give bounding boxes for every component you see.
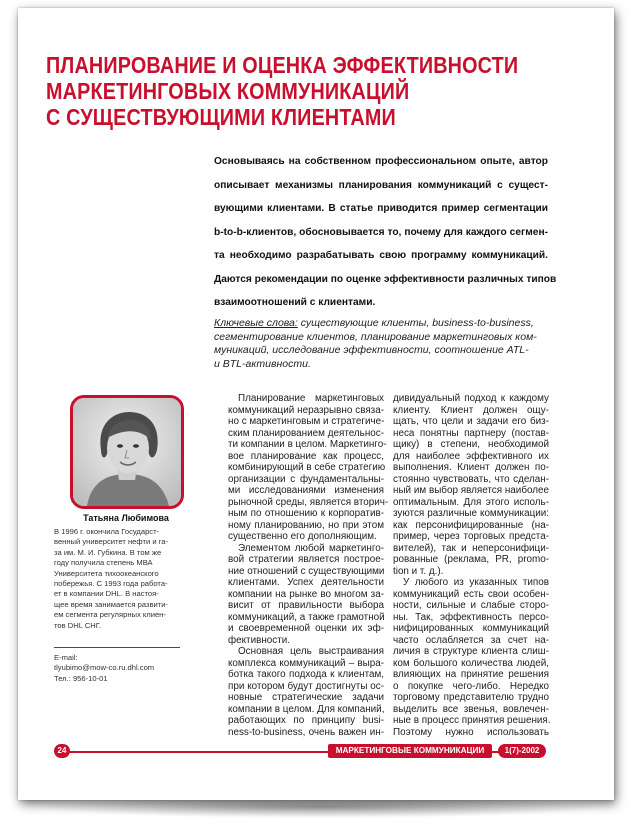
body-line: ному планированию, но при этом: [228, 519, 384, 531]
issue-number-badge: 1(7)-2002: [498, 744, 546, 758]
body-line: Планирование маркетинговых: [238, 393, 384, 404]
body-line: и своевременной оценки их эф-: [228, 623, 384, 634]
email-link[interactable]: tlyubimo@mow-co.ru.dhl.com: [54, 663, 155, 673]
body-line: вителей), так и неперсонифици-: [393, 542, 549, 554]
body-line: ком большого количества людей,: [393, 657, 549, 669]
body-line: ти компании в целом. Маркетинго-: [228, 439, 387, 450]
bio-line: ем сегмента регулярных клиен-: [54, 610, 166, 620]
body-line: существенно его дополняющим.: [228, 531, 377, 542]
bio-line: ет в компании DHL. В настоя-: [54, 589, 159, 599]
body-line: рыночной среды, является вторич-: [228, 496, 389, 508]
body-line: личия в структуре клиента слиш-: [393, 646, 549, 657]
body-line: пример, через торговых предста-: [393, 531, 549, 542]
body-line: фективности.: [228, 634, 290, 646]
bio-line: тов DHL СНГ.: [54, 620, 102, 630]
contact-line: E-mail:: [54, 653, 78, 662]
body-line: ный им выбор является наиболее: [393, 485, 549, 496]
author-name: Татьяна Любимова: [83, 513, 169, 523]
keywords-label: Ключевые слова:: [214, 317, 298, 329]
bio-line: В 1996 г. окончила Государст-: [54, 527, 160, 536]
body-line: ние отношений с существующими: [228, 565, 385, 577]
body-line: как персонифицированные (на-: [393, 519, 549, 531]
bio-line: году получила степень МВА: [54, 558, 153, 568]
journal-name-banner: МАРКЕТИНГОВЫЕ КОММУНИКАЦИИ: [328, 744, 492, 758]
body-line: Поэтому нужно использовать: [393, 726, 549, 738]
author-bio: [54, 527, 184, 631]
body-line: при котором будут достигнуты ос-: [228, 680, 384, 692]
keywords-line: [214, 317, 548, 331]
contact-line: Тел.: 956-10-01: [54, 673, 108, 683]
body-line: коммуникаций есть свои особен-: [393, 588, 549, 600]
body-line: зуются различные коммуникации:: [393, 508, 549, 519]
author-photo: [70, 395, 184, 509]
body-column-1: [228, 393, 389, 738]
abstract-line: Основываясь на собственном профессиональном опыте, автор: [214, 156, 548, 167]
author-contact: [54, 653, 184, 684]
body-line: У любого из указанных типов: [403, 577, 549, 588]
body-column-2: [393, 393, 549, 738]
body-line: ности, сильные и слабые сторо-: [393, 600, 549, 611]
body-line: вое планирование как процесс,: [228, 450, 384, 462]
body-line: висит от правильности выбора: [228, 600, 384, 611]
body-line: вой стратегии является построе-: [228, 554, 384, 565]
keywords: [214, 317, 548, 371]
keywords-text: существующие клиенты, business-to-business,: [297, 317, 534, 329]
body-line: неса понятны партнеру (постав-: [393, 427, 549, 439]
body-line: дивидуальный подход к каждому: [393, 393, 549, 404]
body-line: ским планированием деятельнос-: [228, 427, 384, 439]
body-line: влияющих на принятие решения: [393, 669, 549, 680]
body-line: организации с фундаментальны-: [228, 473, 384, 485]
bio-line: побережья. С 1993 года работа-: [54, 579, 168, 589]
abstract-line: вующими клиентами. В статье приводится пример сегментации: [214, 203, 548, 214]
body-line: щать, что цели и задачи его биз-: [393, 416, 549, 427]
body-line: ми исследованиями изменения: [228, 485, 384, 496]
author-portrait-illustration: [73, 398, 181, 506]
body-line: комплекса коммуникаций – выра-: [228, 657, 384, 669]
body-line: компании в целом. Для компаний,: [228, 703, 385, 715]
abstract-line: взаимоотношений с клиентами.: [214, 297, 376, 308]
body-line: комбинирующий в себе стратегию: [228, 462, 386, 473]
body-line: коммуникаций неразрывно связа-: [228, 404, 384, 416]
bio-line: за им. М. И. Губкина. В том же: [54, 547, 162, 557]
keywords-line: сегментирование клиентов, планирование маркетинговых ком-: [214, 330, 537, 343]
divider: [54, 647, 180, 648]
body-line: нифицированных коммуникаций: [393, 623, 549, 634]
body-line: Элементом любой маркетинго-: [238, 542, 384, 554]
body-line: но с маркетинговым и стратегиче-: [228, 416, 385, 427]
body-line: стоянно чувствовать, что сделан-: [393, 473, 549, 485]
abstract-line: b-to-b-клиентов, обосновывается то, почему для каждого сегмен-: [214, 226, 548, 238]
abstract-line: Даются рекомендации по оценке эффективности различных типов: [214, 273, 557, 285]
keywords-line: муникаций, исследование эффективности, соотношение ATL-: [214, 344, 529, 356]
body-line: работающих по принципу busi-: [228, 715, 384, 726]
abstract-line: та необходимо разрабатывать свою программу коммуникаций.: [214, 250, 548, 261]
article-title: [46, 52, 519, 130]
body-line: новные стратегические задачи: [228, 692, 384, 703]
body-line: выделить все звенья, вовлечен-: [393, 703, 549, 715]
article-abstract: [214, 150, 557, 315]
keywords-line: и BTL-активности.: [214, 357, 311, 370]
title-line: С СУЩЕСТВУЮЩИМИ КЛИЕНТАМИ: [46, 104, 396, 130]
body-line: коммуникаций, а также грамотной: [228, 611, 385, 623]
title-line: МАРКЕТИНГОВЫХ КОММУНИКАЦИЙ: [46, 78, 410, 104]
body-line: о покупке чего-либо. Нередко: [393, 680, 549, 692]
body-line: торговому представителю трудно: [393, 692, 549, 703]
abstract-line: описывает механизмы планирования коммуникаций с сущест-: [214, 179, 548, 191]
body-line: клиентами. Успех деятельности: [228, 577, 384, 588]
bio-line: Университета тихоокеанского: [54, 568, 159, 578]
body-line: рованные (реклама, PR, promo-: [393, 554, 549, 565]
title-line: ПЛАНИРОВАНИЕ И ОЦЕНКА ЭФФЕКТИВНОСТИ: [46, 52, 519, 78]
body-line: ные в процесс принятия решения.: [393, 715, 551, 726]
body-line: для наиболее эффективного их: [393, 450, 549, 462]
body-line: оптимальным. Для этого исполь-: [393, 496, 549, 508]
body-line: щику) в степени, необходимой: [393, 439, 549, 450]
body-line: ны. Так, эффективность персо-: [393, 611, 549, 623]
body-line: компании на рынке во многом за-: [228, 588, 384, 600]
body-line: часто ослабляется за счет на-: [393, 634, 549, 646]
body-line: ness-to-business, очень важен ин-: [228, 726, 384, 738]
bio-line: венный университет нефти и га-: [54, 537, 169, 547]
body-line: ботка такого подхода к клиентам,: [228, 669, 384, 680]
body-line: выполнения. Клиент должен по-: [393, 462, 549, 473]
body-line: ным по отношению к корпоратив-: [228, 508, 384, 519]
page-number-badge: 24: [54, 744, 70, 758]
body-line: tion и т. д.).: [393, 565, 444, 577]
bio-line: щее время занимается развити-: [54, 599, 168, 609]
body-line: Основная цель выстраивания: [238, 646, 384, 657]
body-line: клиенту. Клиент должен ощу-: [393, 404, 549, 416]
